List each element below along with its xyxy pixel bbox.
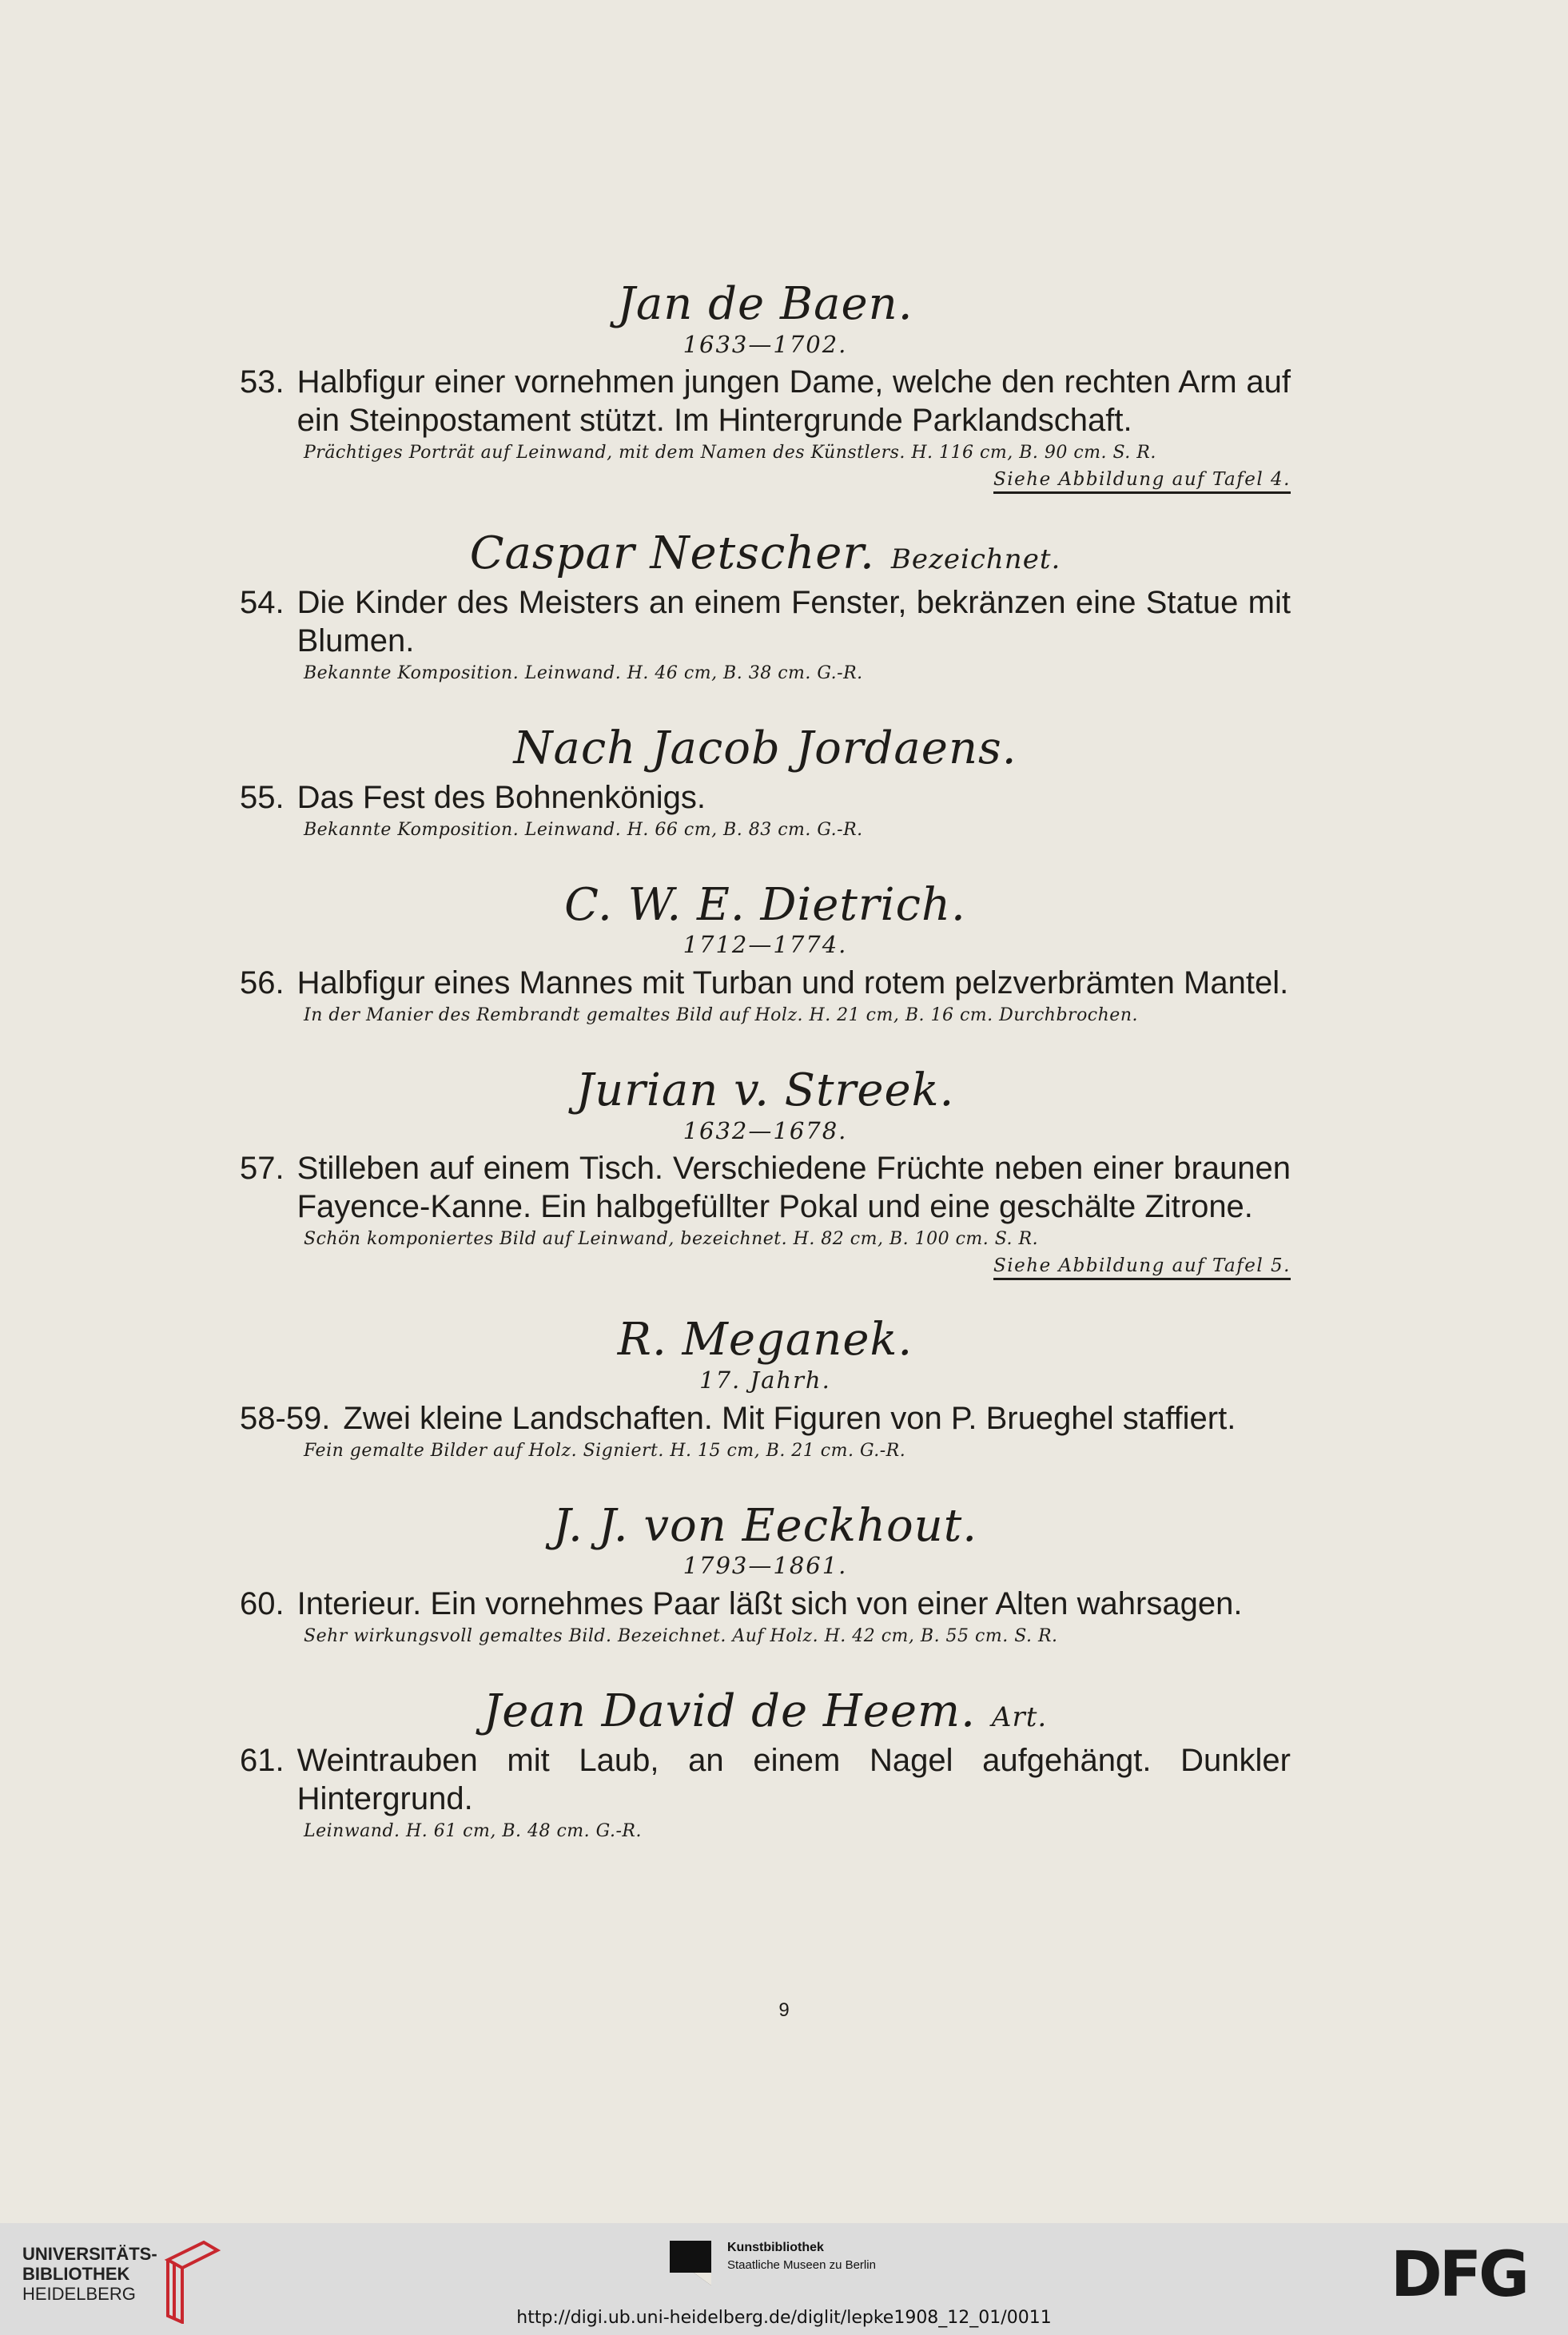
catalog-entry bbox=[240, 724, 1291, 844]
catalog-entry bbox=[240, 1499, 1291, 1650]
catalog-entry bbox=[240, 280, 1291, 492]
lot-details: Sehr wirkungsvoll gemaltes Bild. Bezeichnet. Auf Holz. H. 42 cm, B. 55 cm. S. R. bbox=[304, 1626, 1058, 1647]
kb-title: Kunstbibliothek bbox=[727, 2241, 824, 2254]
lot-number: 54. bbox=[240, 584, 285, 620]
artist-heading bbox=[240, 878, 1291, 931]
artist-name: Jurian v. Streek. bbox=[575, 1064, 955, 1116]
lot-number: 61. bbox=[240, 1742, 285, 1778]
artist-heading bbox=[240, 280, 1291, 329]
ub-heidelberg-wordmark[interactable] bbox=[22, 2244, 157, 2304]
catalog-entry bbox=[240, 1687, 1291, 1845]
artist-dates: 1793—1861. bbox=[683, 1552, 848, 1580]
catalog-entry bbox=[240, 1066, 1291, 1279]
lot-number: 57. bbox=[240, 1151, 285, 1187]
artist-note: Bezeichnet. bbox=[890, 543, 1061, 576]
artist-dates: 1632—1678. bbox=[683, 1116, 848, 1144]
permalink-url[interactable]: http://digi.ub.uni-heidelberg.de/diglit/lepke1908_12_01/0011 bbox=[516, 2308, 1052, 2328]
lot-details: Bekannte Komposition. Leinwand. H. 66 cm, B. 83 cm. G.-R. bbox=[304, 819, 863, 840]
artist-name: Caspar Netscher. bbox=[469, 527, 875, 580]
lot-description bbox=[240, 1149, 1291, 1226]
lot-description bbox=[240, 1741, 1291, 1818]
lot-number: 58-59. bbox=[240, 1400, 331, 1436]
lot-description bbox=[240, 1585, 1291, 1623]
kunstbibliothek-label[interactable] bbox=[727, 2239, 876, 2274]
ub-line-1: UNIVERSITÄTS- bbox=[22, 2244, 157, 2264]
lot-number: 53. bbox=[240, 364, 285, 400]
catalog-entry bbox=[240, 1315, 1291, 1464]
artist-name: C. W. E. Dietrich. bbox=[564, 878, 966, 931]
catalog-entry bbox=[240, 878, 1291, 1029]
artist-heading bbox=[240, 1315, 1291, 1365]
lot-description bbox=[240, 778, 1291, 817]
catalog-content bbox=[240, 280, 1291, 1882]
artist-heading bbox=[240, 1687, 1291, 1736]
lot-description bbox=[240, 583, 1291, 660]
artist-heading bbox=[240, 529, 1291, 579]
lot-details: Fein gemalte Bilder auf Holz. Signiert. H. 15 cm, B. 21 cm. G.-R. bbox=[304, 1440, 906, 1461]
artist-name: Nach Jacob Jordaens. bbox=[513, 722, 1017, 774]
artist-name: R. Meganek. bbox=[617, 1314, 913, 1366]
artist-name: J. J. von Eeckhout. bbox=[552, 1499, 978, 1552]
lot-details: In der Manier des Rembrandt gemaltes Bild auf Holz. H. 21 cm, B. 16 cm. Durchbrochen. bbox=[304, 1004, 1138, 1025]
artist-heading bbox=[240, 1499, 1291, 1552]
lot-description bbox=[240, 363, 1291, 440]
artist-dates: 17. Jahrh. bbox=[699, 1366, 831, 1394]
artist-name: Jan de Baen. bbox=[617, 278, 913, 330]
lot-description bbox=[240, 964, 1291, 1002]
lot-details: Prächtiges Porträt auf Leinwand, mit dem Namen des Künstlers. H. 116 cm, B. 90 cm. S. R. bbox=[304, 443, 1156, 463]
ub-line-2: BIBLIOTHEK bbox=[22, 2264, 130, 2284]
dfg-logo[interactable]: DFG bbox=[1391, 2239, 1527, 2311]
lot-description bbox=[240, 1399, 1291, 1438]
artist-name: Jean David de Heem. bbox=[483, 1685, 976, 1738]
lot-text: Weintrauben mit Laub, an einem Nagel aufgehängt. Dunkler Hintergrund. bbox=[296, 1742, 1291, 1816]
lot-details: Leinwand. H. 61 cm, B. 48 cm. G.-R. bbox=[304, 1820, 642, 1841]
kunstbibliothek-logo-icon[interactable] bbox=[670, 2241, 718, 2285]
catalog-entry bbox=[240, 529, 1291, 687]
artist-note: Art. bbox=[991, 1701, 1048, 1734]
lot-number: 60. bbox=[240, 1586, 285, 1622]
plate-reference bbox=[240, 1253, 1291, 1279]
artist-heading bbox=[240, 724, 1291, 774]
artist-dates: 1633—1702. bbox=[683, 330, 848, 358]
kb-subtitle: Staatliche Museen zu Berlin bbox=[727, 2258, 876, 2272]
plate-reference-text: Siehe Abbildung auf Tafel 4. bbox=[993, 469, 1291, 494]
lot-details: Schön komponiertes Bild auf Leinwand, bezeichnet. H. 82 cm, B. 100 cm. S. R. bbox=[304, 1229, 1039, 1250]
lot-details: Bekannte Komposition. Leinwand. H. 46 cm, B. 38 cm. G.-R. bbox=[304, 662, 863, 683]
plate-reference-text: Siehe Abbildung auf Tafel 5. bbox=[993, 1255, 1291, 1280]
lot-text: Halbfigur einer vornehmen jungen Dame, welche den rechten Arm auf ein Steinpostament stützt. Im Hintergrunde Parklandschaft. bbox=[296, 364, 1291, 439]
page-number: 9 bbox=[778, 1999, 790, 2021]
lot-number: 55. bbox=[240, 779, 285, 815]
plate-reference bbox=[240, 467, 1291, 492]
lot-text: Stilleben auf einem Tisch. Verschiedene Früchte neben einer braunen Fayence-Kanne. Ein halbgefüllter Pokal und eine geschälte Zitrone. bbox=[296, 1151, 1291, 1225]
lot-text: Das Fest des Bohnenkönigs. bbox=[296, 779, 706, 815]
artist-dates: 1712—1774. bbox=[683, 931, 848, 959]
ub-line-3: HEIDELBERG bbox=[22, 2284, 136, 2304]
lot-text: Zwei kleine Landschaften. Mit Figuren von P. Brueghel staffiert. bbox=[343, 1400, 1236, 1436]
artist-heading bbox=[240, 1066, 1291, 1116]
lot-text: Halbfigur eines Mannes mit Turban und rotem pelzverbrämten Mantel. bbox=[296, 965, 1289, 1000]
lot-text: Die Kinder des Meisters an einem Fenster, bekränzen eine Statue mit Blumen. bbox=[296, 584, 1291, 658]
lot-number: 56. bbox=[240, 965, 285, 1000]
lot-text: Interieur. Ein vornehmes Paar läßt sich von einer Alten wahrsagen. bbox=[296, 1586, 1243, 1622]
